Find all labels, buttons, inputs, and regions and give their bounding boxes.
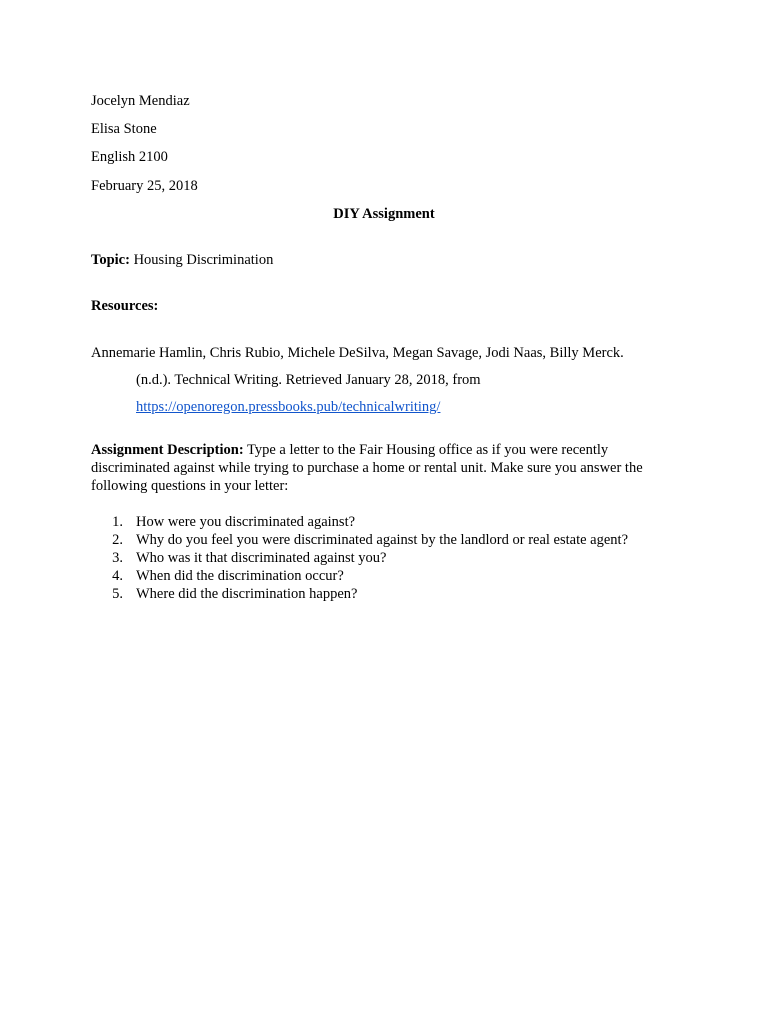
citation-link[interactable]: https://openoregon.pressbooks.pub/technicalwriting/ <box>136 399 441 415</box>
question-number: 1. <box>112 514 123 530</box>
document-title: DIY Assignment <box>333 206 435 222</box>
topic-value: Housing Discrimination <box>133 252 274 268</box>
citation-line-1: Annemarie Hamlin, Chris Rubio, Michele DeSilva, Megan Savage, Jodi Naas, Billy Merck. <box>91 345 624 361</box>
student-name: Jocelyn Mendiaz <box>91 93 190 109</box>
citation-link-line <box>136 398 440 416</box>
citation-line-2: (n.d.). Technical Writing. Retrieved January 28, 2018, from <box>136 372 481 388</box>
resources-label: Resources: <box>91 298 159 314</box>
question-number: 3. <box>112 550 123 566</box>
question-number: 4. <box>112 568 123 584</box>
list-item <box>91 531 628 549</box>
assignment-label: Assignment Description: <box>91 442 244 458</box>
list-item <box>91 585 628 603</box>
instructor-name: Elisa Stone <box>91 121 157 137</box>
assignment-description <box>91 441 681 495</box>
course-name: English 2100 <box>91 149 168 165</box>
question-number: 5. <box>112 586 123 602</box>
assignment-text: Type a letter to the Fair Housing office as if you were recently discriminated against while trying to purchase a home or rental unit. Make sure you answer the following questions in your letter: <box>91 442 643 494</box>
question-list <box>91 513 628 603</box>
question-number: 2. <box>112 532 123 548</box>
question-text: How were you discriminated against? <box>136 514 356 530</box>
topic-line <box>91 251 273 269</box>
question-text: Who was it that discriminated against you? <box>136 550 387 566</box>
question-text: Where did the discrimination happen? <box>136 586 358 602</box>
list-item <box>91 513 628 531</box>
question-text: When did the discrimination occur? <box>136 568 344 584</box>
list-item <box>91 567 628 585</box>
list-item <box>91 549 628 567</box>
topic-label: Topic: <box>91 252 130 268</box>
question-text: Why do you feel you were discriminated against by the landlord or real estate agent? <box>136 532 629 548</box>
document-date: February 25, 2018 <box>91 178 198 194</box>
